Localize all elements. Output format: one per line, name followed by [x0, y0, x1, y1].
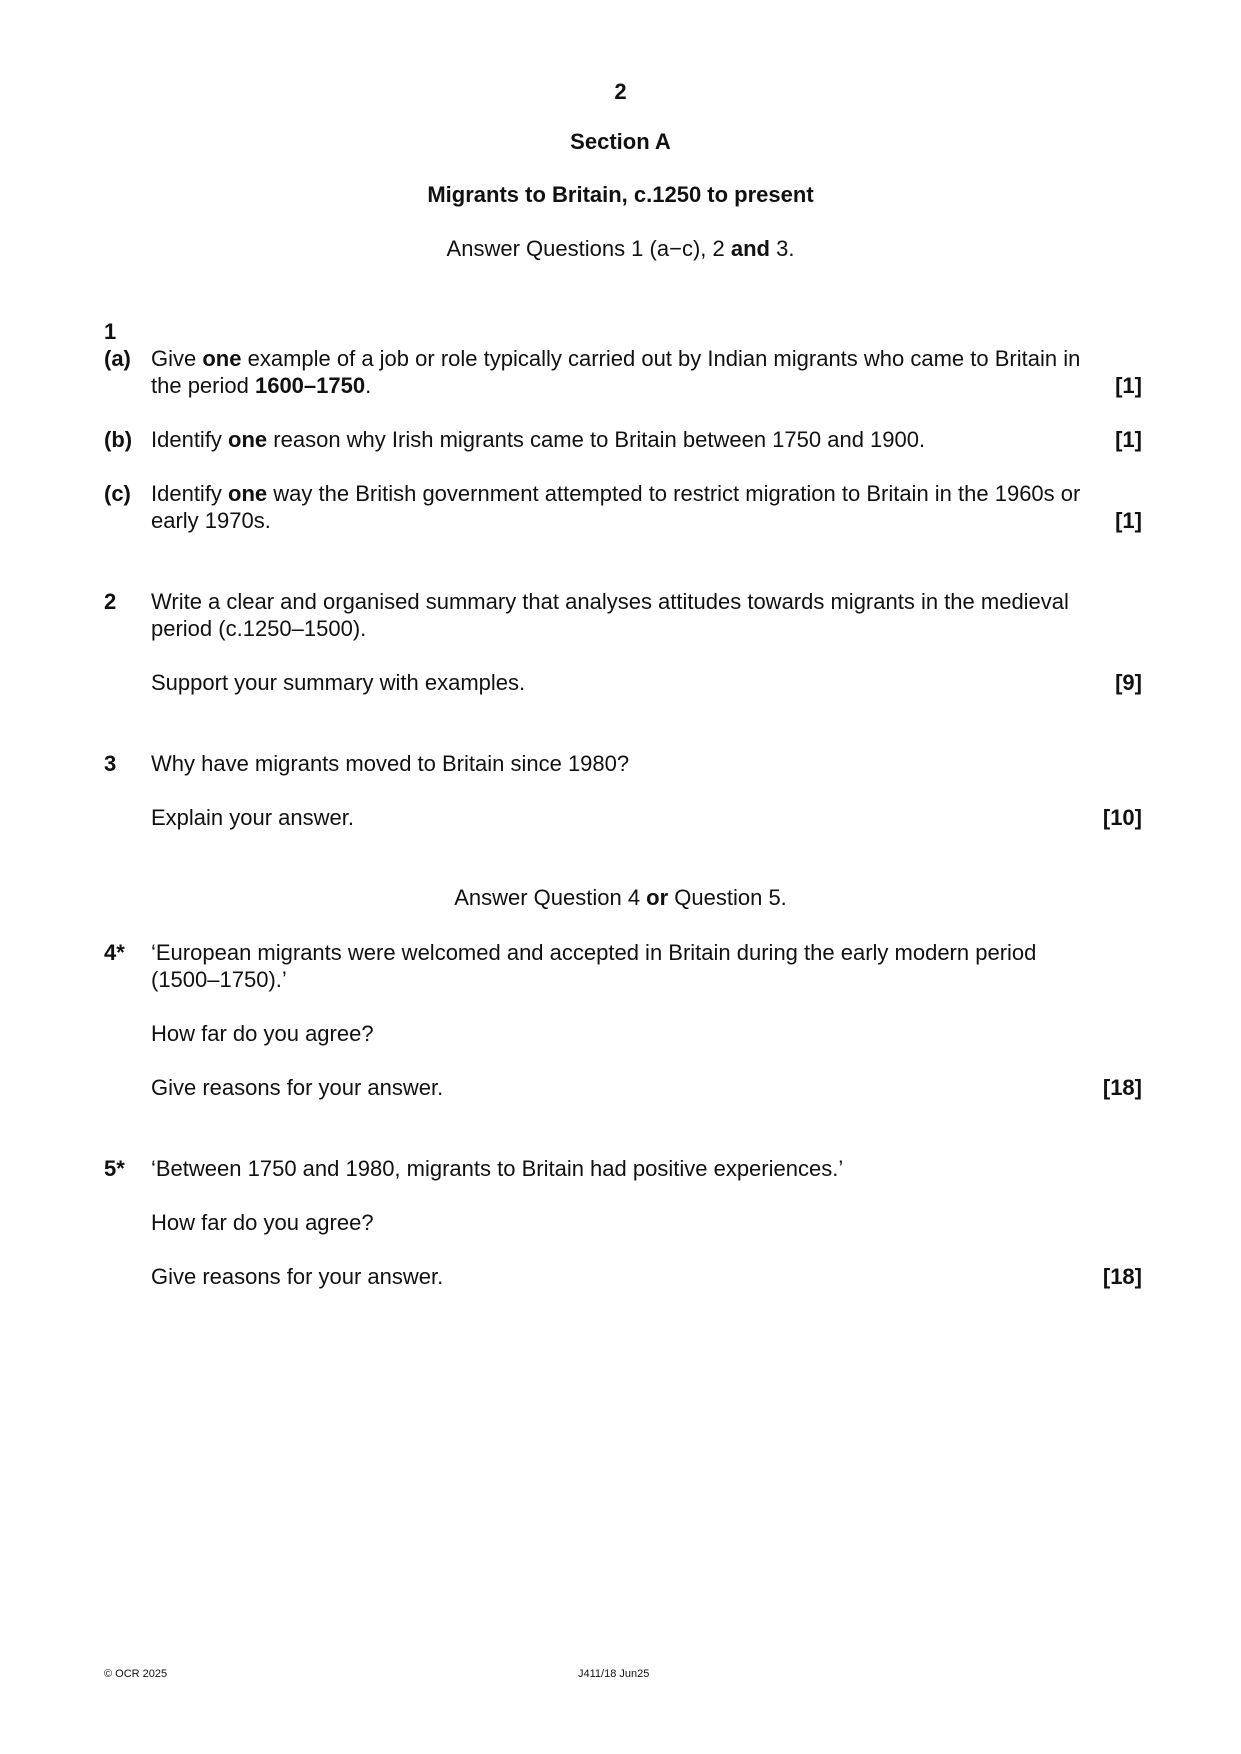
question-1c-mark: [1]: [1115, 508, 1142, 533]
question-1a-text: Give one example of a job or role typically carried out by Indian migrants who came to Britain in the period 1600–1750.: [151, 346, 1081, 398]
question-2-text: Write a clear and organised summary that analyses attitudes towards migrants in the medieval period (c.1250–1500).: [151, 589, 1069, 641]
question-4-agree: How far do you agree?: [151, 1021, 374, 1046]
question-5-agree: How far do you agree?: [151, 1210, 374, 1235]
question-2-mark: [9]: [1115, 670, 1142, 695]
question-1b-mark: [1]: [1115, 427, 1142, 452]
question-5-text: ‘Between 1750 and 1980, migrants to Britain had positive experiences.’: [151, 1156, 844, 1181]
question-1c-label: (c): [104, 481, 131, 506]
question-3-text: Why have migrants moved to Britain since 1980?: [151, 751, 630, 776]
question-1a-mark: [1]: [1115, 373, 1142, 398]
question-1a-label: (a): [104, 346, 131, 371]
question-2-number: 2: [104, 589, 117, 614]
question-4-number: 4*: [104, 940, 125, 965]
question-3-mark: [10]: [1102, 805, 1142, 830]
question-3-explain: Explain your answer.: [151, 805, 354, 830]
question-1c-text: Identify one way the British government attempted to restrict migration to Britain in the 1960s or early 1970s.: [151, 481, 1081, 533]
question-4-text: ‘European migrants were welcomed and accepted in Britain during the early modern period (1500–1750).’: [151, 940, 1037, 992]
footer-paper-code: J411/18 Jun25: [578, 1668, 650, 1680]
question-1-number: 1: [104, 319, 117, 344]
question-5-number: 5*: [104, 1156, 125, 1181]
question-5-reasons: Give reasons for your answer.: [151, 1264, 444, 1289]
question-5-mark: [18]: [1102, 1264, 1142, 1289]
topic-title: Migrants to Britain, c.1250 to present: [427, 182, 814, 207]
question-4-reasons: Give reasons for your answer.: [151, 1075, 444, 1100]
page-number: 2: [614, 79, 627, 104]
question-4-mark: [18]: [1102, 1075, 1142, 1100]
question-1b-label: (b): [104, 427, 133, 452]
instruction-1: Answer Questions 1 (a−c), 2 and 3.: [446, 236, 795, 261]
section-title: Section A: [570, 129, 671, 154]
question-1b-text: Identify one reason why Irish migrants came to Britain between 1750 and 1900.: [151, 427, 926, 452]
question-2-support: Support your summary with examples.: [151, 670, 526, 695]
instruction-2: Answer Question 4 or Question 5.: [454, 885, 787, 910]
question-3-number: 3: [104, 751, 117, 776]
footer-copyright: © OCR 2025: [104, 1668, 168, 1680]
